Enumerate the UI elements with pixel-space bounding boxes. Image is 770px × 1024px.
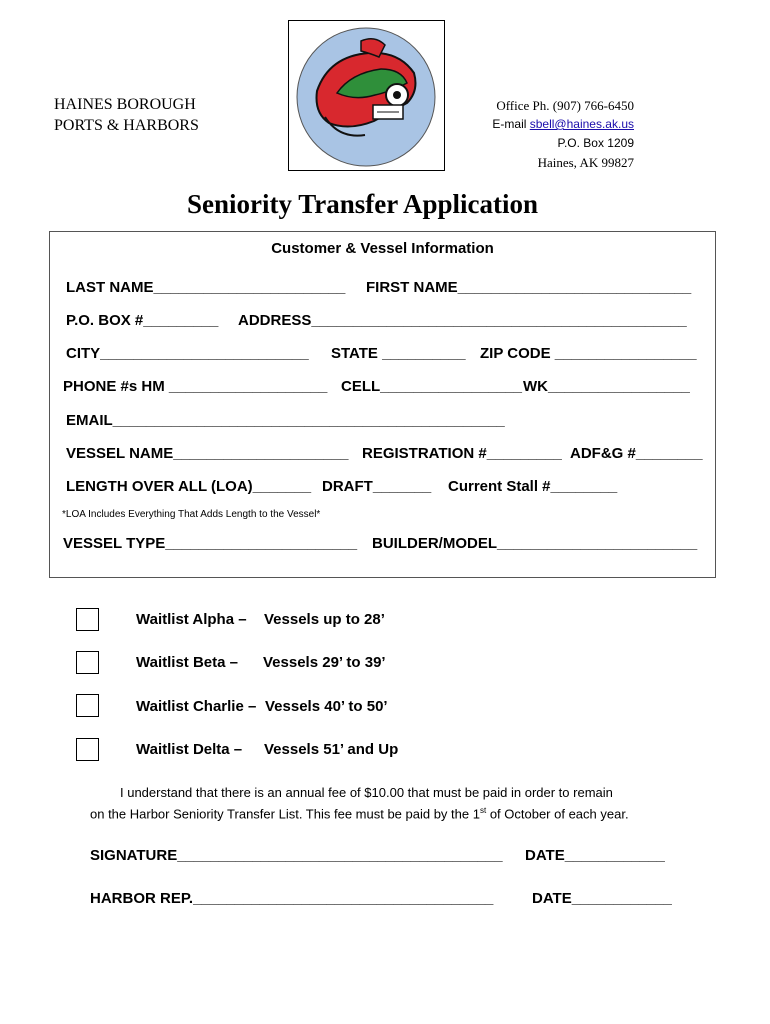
city-field[interactable]: CITY_________________________ [66,345,309,362]
office-phone: Office Ph. (907) 766-6450 [496,98,634,113]
first-name-field[interactable]: FIRST NAME____________________________ [366,279,692,296]
org-line-1: HAINES BOROUGH [54,96,196,113]
loa-note: *LOA Includes Everything That Adds Length to the Vessel* [62,509,321,520]
current-stall-field[interactable]: Current Stall #________ [448,478,618,495]
fee-notice-line-1: I understand that there is an annual fee of $10.00 that must be paid in order to remain [120,785,613,800]
waitlist-alpha-range: Vessels up to 28’ [264,611,385,628]
registration-field[interactable]: REGISTRATION #_________ [362,445,562,462]
cell-phone-field[interactable]: CELL_________________ [341,378,522,395]
loa-field[interactable]: LENGTH OVER ALL (LOA)_______ [66,478,312,495]
org-line-2: PORTS & HARBORS [54,117,199,134]
harbor-rep-date-field[interactable]: DATE____________ [532,890,672,907]
signature-date-field[interactable]: DATE____________ [525,847,665,864]
zip-code-field[interactable]: ZIP CODE _________________ [480,345,697,362]
page-title: Seniority Transfer Application [186,189,539,219]
waitlist-delta-checkbox[interactable] [76,738,99,761]
fee-ordinal: st [479,806,487,815]
fee-text-b: of October of each year. [486,806,629,822]
section-heading: Customer & Vessel Information [271,240,494,257]
address-field[interactable]: ADDRESS_____________________________________________ [238,312,687,329]
waitlist-charlie-range: Vessels 40’ to 50’ [265,698,388,715]
waitlist-charlie-label: Waitlist Charlie – [136,698,257,715]
harbor-logo [288,20,445,171]
waitlist-beta-label: Waitlist Beta – [136,654,238,671]
waitlist-beta-range: Vessels 29’ to 39’ [263,654,386,671]
waitlist-charlie-checkbox[interactable] [76,694,99,717]
email-link[interactable]: sbell@haines.ak.us [529,117,634,131]
fee-notice-line-2 [90,806,629,821]
draft-field[interactable]: DRAFT_______ [322,478,432,495]
waitlist-alpha-checkbox[interactable] [76,608,99,631]
waitlist-alpha-label: Waitlist Alpha – [136,611,247,628]
fee-text-a: on the Harbor Seniority Transfer List. This fee must be paid by the 1 [90,806,480,822]
email-label: E-mail [492,117,530,131]
po-box: P.O. Box 1209 [557,136,634,150]
last-name-field[interactable]: LAST NAME_______________________ [66,279,346,296]
work-phone-field[interactable]: WK_________________ [523,378,690,395]
city-state-zip: Haines, AK 99827 [537,155,634,170]
waitlist-delta-range: Vessels 51’ and Up [264,741,399,758]
builder-model-field[interactable]: BUILDER/MODEL________________________ [372,535,698,552]
organization-name [54,94,199,136]
adfg-field[interactable]: ADF&G #________ [570,445,703,462]
state-field[interactable]: STATE __________ [331,345,466,362]
phone-home-field[interactable]: PHONE #s HM ___________________ [63,378,328,395]
vessel-type-field[interactable]: VESSEL TYPE_______________________ [63,535,358,552]
waitlist-beta-checkbox[interactable] [76,651,99,674]
email-line [492,115,634,134]
contact-info [492,96,634,172]
signature-field[interactable]: SIGNATURE_______________________________________ [90,847,503,864]
waitlist-delta-label: Waitlist Delta – [136,741,243,758]
vessel-name-field[interactable]: VESSEL NAME_____________________ [66,445,349,462]
po-box-field[interactable]: P.O. BOX #_________ [66,312,219,329]
customer-vessel-info-section [49,231,716,578]
harbor-rep-field[interactable]: HARBOR REP.____________________________________ [90,890,494,907]
email-field[interactable]: EMAIL_______________________________________________ [66,412,505,429]
